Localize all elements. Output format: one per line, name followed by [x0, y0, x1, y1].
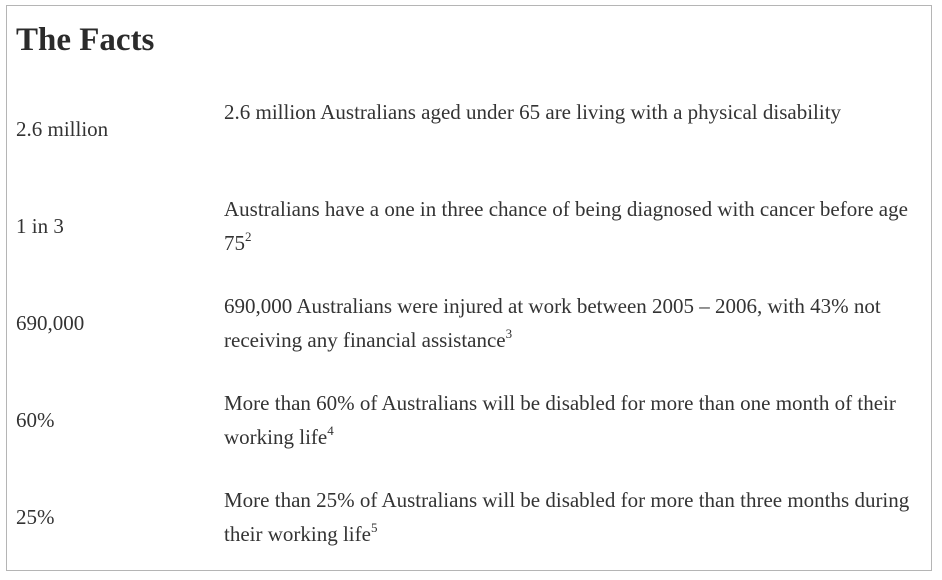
- fact-stat: 1 in 3: [16, 214, 64, 238]
- fact-description: [224, 95, 924, 129]
- fact-description: [224, 289, 924, 357]
- fact-description: [224, 192, 924, 260]
- fact-reference: 3: [505, 326, 513, 341]
- fact-description: [224, 386, 924, 454]
- fact-text: 690,000 Australians were injured at work between 2005 – 2006, with 43% not receiving any financial assistance: [224, 294, 881, 352]
- fact-text: Australians have a one in three chance of being diagnosed with cancer before age 75: [224, 197, 908, 255]
- fact-stat: 25%: [16, 505, 55, 529]
- fact-reference: 4: [327, 423, 334, 438]
- fact-stat: 690,000: [16, 311, 85, 335]
- fact-reference: 5: [370, 520, 378, 535]
- facts-panel: [6, 5, 932, 571]
- fact-reference: 2: [245, 229, 252, 244]
- fact-text: More than 25% of Australians will be disabled for more than three months during their working life: [224, 488, 910, 546]
- fact-text: More than 60% of Australians will be disabled for more than one month of their working life: [224, 391, 896, 449]
- fact-stat: 60%: [16, 408, 55, 432]
- fact-stat: 2.6 million: [16, 117, 109, 141]
- fact-text: 2.6 million Australians aged under 65 are living with a physical disability: [224, 100, 842, 124]
- facts-title: The Facts: [16, 22, 155, 58]
- fact-description: [224, 483, 924, 551]
